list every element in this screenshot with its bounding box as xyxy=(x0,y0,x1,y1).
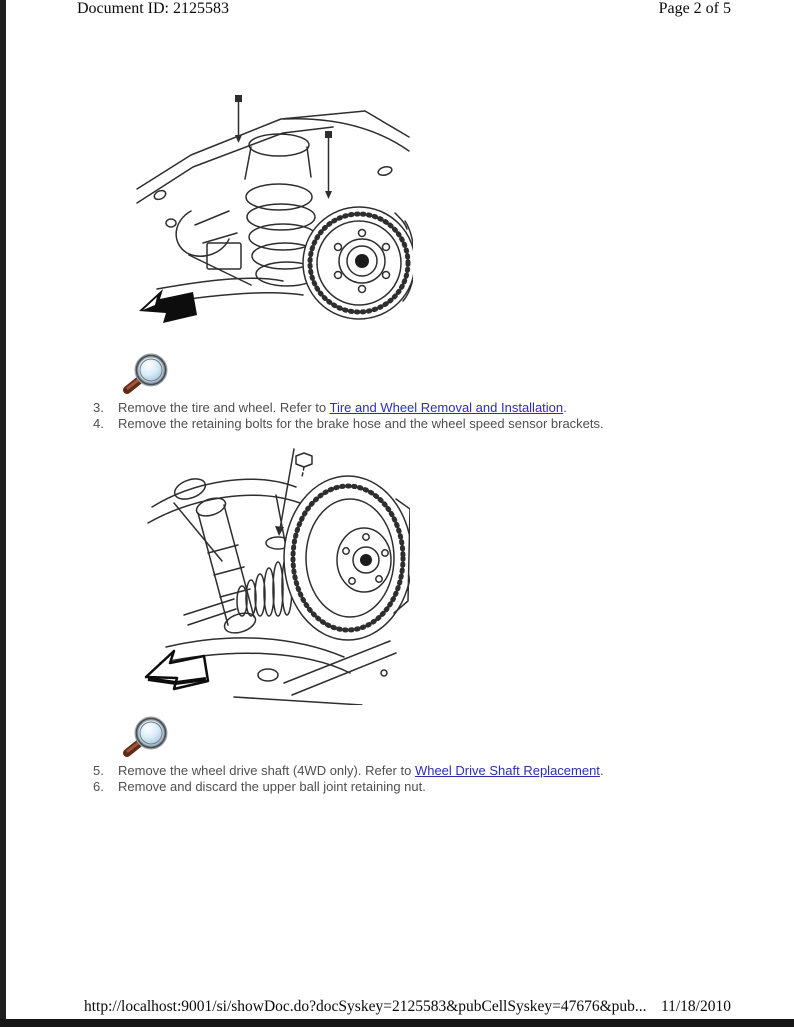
suspension-illustration-2 xyxy=(138,443,410,705)
suspension-illustration-1 xyxy=(133,93,413,335)
step-item-3 xyxy=(93,400,733,415)
magnifier-glyph xyxy=(115,716,173,760)
document-id-header: Document ID: 2125583 xyxy=(77,0,229,17)
step-text: Remove the retaining bolts for the brake hose and the wheel speed sensor brackets. xyxy=(118,416,604,431)
figure-front-suspension-drive-shaft xyxy=(138,443,410,705)
page-indicator: Page 2 of 5 xyxy=(658,0,731,17)
page-edge-bottom-bar xyxy=(0,1019,794,1027)
step-number: 3. xyxy=(93,400,104,415)
magnifier-glyph xyxy=(115,353,173,397)
source-url-text: http://localhost:9001/si/showDoc.do?docSyskey=2125583&pubCellSyskey=47676&pub... xyxy=(84,998,647,1015)
page-edge-dark-strip xyxy=(0,0,6,1027)
step-text: Remove the wheel drive shaft (4WD only). Refer to xyxy=(118,763,415,778)
direction-arrow-icon xyxy=(139,289,197,323)
step-number: 6. xyxy=(93,779,104,794)
link-wheel-drive-shaft-replacement[interactable]: Wheel Drive Shaft Replacement xyxy=(414,763,600,778)
step-number: 4. xyxy=(93,416,104,431)
zoom-magnifier-icon[interactable] xyxy=(115,716,173,760)
step-text: Remove and discard the upper ball joint retaining nut. xyxy=(118,779,426,794)
print-date: 11/18/2010 xyxy=(660,998,731,1015)
step-item-5 xyxy=(93,763,733,778)
step-item-4 xyxy=(93,416,733,431)
direction-arrow-icon xyxy=(146,651,208,689)
figure-front-suspension-spring-rotor xyxy=(133,93,413,335)
zoom-magnifier-icon[interactable] xyxy=(115,353,173,397)
step-text-after-link: . xyxy=(599,763,604,778)
step-text: Remove the tire and wheel. Refer to xyxy=(118,400,330,415)
step-item-6 xyxy=(93,779,733,794)
step-text-after-link: . xyxy=(563,400,567,415)
link-tire-and-wheel-removal[interactable]: Tire and Wheel Removal and Installation xyxy=(329,400,564,415)
step-number: 5. xyxy=(93,763,104,778)
